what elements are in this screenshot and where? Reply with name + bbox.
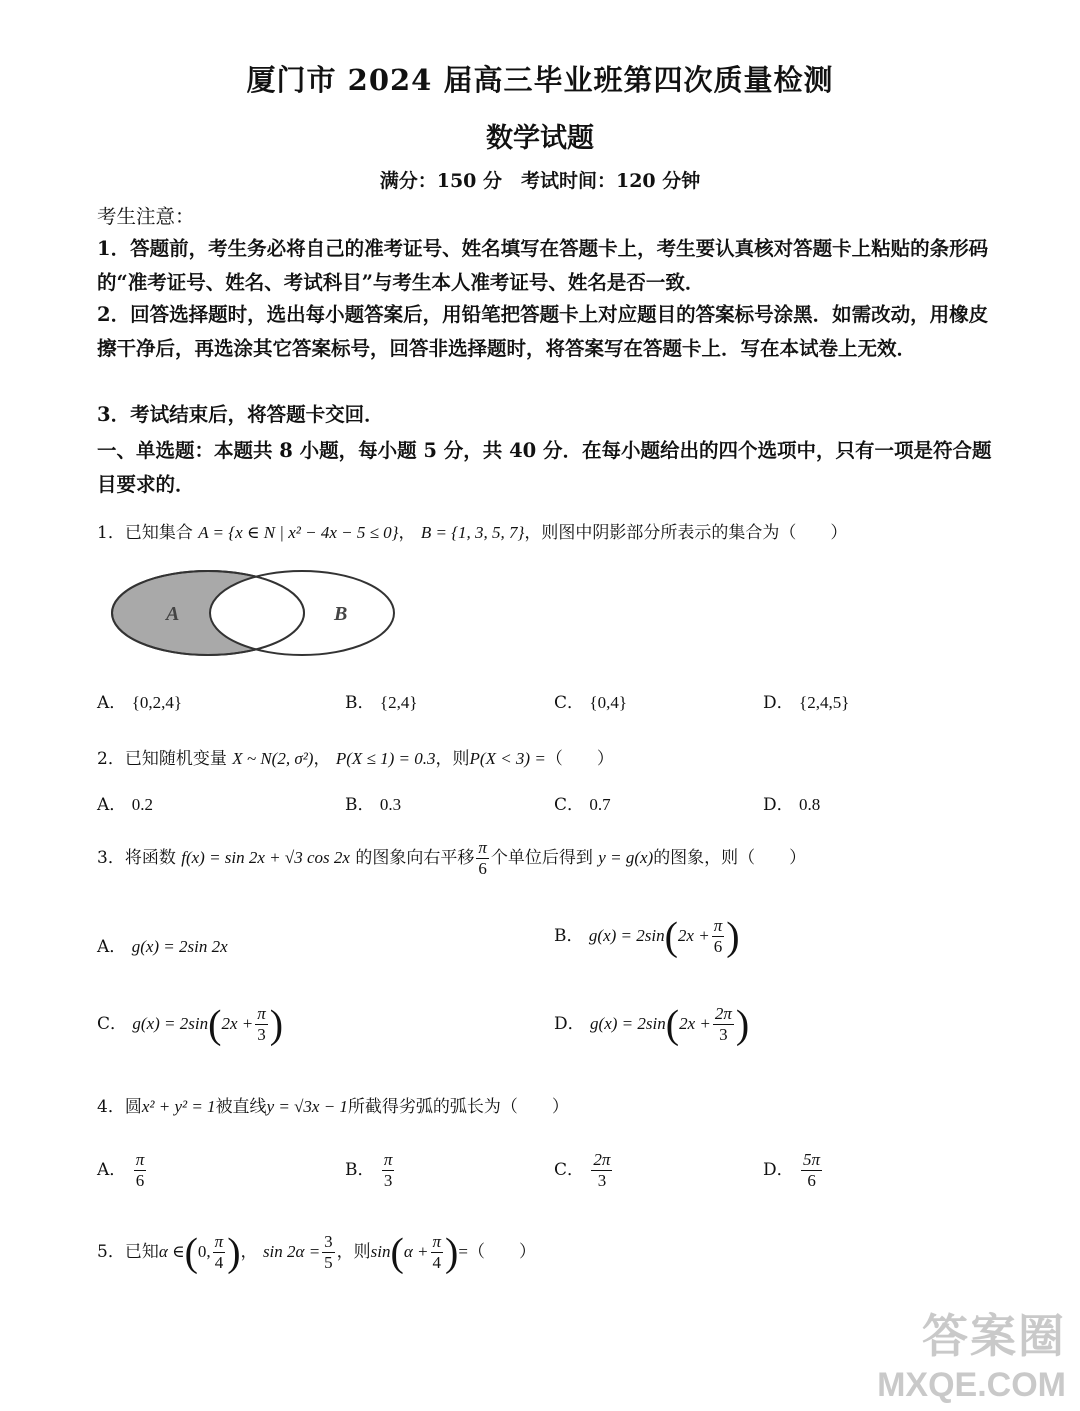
q4-option-b: B． $\frac{\pi}{3}$: [345, 1150, 393, 1190]
shift-fraction: $\frac{\pi}{6}$: [478, 838, 487, 878]
line-equation: y = √3x − 1: [266, 1097, 348, 1116]
watermark-logo-text: 答案圈: [922, 1309, 1066, 1363]
watermark: [877, 1300, 1066, 1405]
q4-option-d: D． $\frac{5\pi}{6}$: [763, 1150, 821, 1190]
question-4: 4．圆x² + y² = 1被直线y = √3x − 1所截得劣弧的弧长为（ ）: [97, 1097, 569, 1117]
question-2: 2．已知随机变量 X ~ N(2, σ²)， P(X ≤ 1) = 0.3，则P(X < 3) =（ ）: [97, 749, 614, 769]
q3-option-a: A． g(x) = 2sin 2x: [97, 937, 228, 957]
q4-option-a: A． $\frac{\pi}{6}$: [97, 1150, 145, 1190]
notice-item-3: 3．考试结束后，将答题卡交回．: [97, 403, 384, 426]
venn-label-a: A: [166, 603, 180, 625]
g-function: y = g(x): [598, 848, 654, 867]
q3-option-d: D． g(x) = 2sin(2x + $\frac{2\pi}{3}$ ): [554, 1001, 750, 1047]
q2-option-b: B． 0.3: [345, 795, 402, 815]
question-5: 5．已知α ∈(0, $\frac{\pi}{4}$ )， sin 2α = $\frac{3}{5}$ ，则sin(α + $\frac{\pi}{4}$ )=（ ）: [97, 1229, 536, 1275]
distribution-expression: X ~ N(2, σ²): [232, 749, 314, 768]
circle-equation: x² + y² = 1: [141, 1097, 216, 1116]
section-heading: 一、单选题：本题共 8 小题，每小题 5 分，共 40 分．在每小题给出的四个选项中，只有一项是符合题目要求的．: [97, 439, 992, 496]
notice-item-1: 1．答题前，考生务必将自己的准考证号、姓名填写在答题卡上，考生要认真核对答题卡上粘贴的条形码的“准考证号、姓名、考试科目”与考生本人准考证号、姓名是否一致．: [97, 237, 989, 294]
question-3: 3．将函数 f(x) = sin 2x + √3 cos 2x 的图象向右平移 $\frac{\pi}{6}$ 个单位后得到 y = g(x)的图象，则（ ）: [97, 838, 807, 878]
q1-option-a: A． {0,2,4}: [97, 693, 183, 713]
exam-meta: 满分：150 分 考试时间：120 分钟: [379, 170, 701, 192]
exam-title: 厦门市 2024 届高三毕业班第四次质量检测: [246, 63, 834, 97]
q2-option-d: D． 0.8: [763, 795, 821, 815]
q1-option-c: C． {0,4}: [554, 693, 627, 713]
notice-heading: 考生注意：: [97, 205, 195, 228]
function-expression: f(x) = sin 2x + √3 cos 2x: [181, 848, 350, 867]
question-number: 1．: [97, 523, 125, 543]
q1-option-b: B． {2,4}: [345, 693, 418, 713]
set-b-expression: B = {1, 3, 5, 7}: [420, 523, 525, 542]
probability-question: P(X < 3) =: [469, 749, 546, 768]
watermark-url: MXQE.COM: [877, 1366, 1066, 1404]
question-1: [97, 518, 847, 543]
q1-option-d: D． {2,4,5}: [763, 693, 850, 713]
q4-option-c: C． $\frac{2\pi}{3}$: [554, 1150, 611, 1190]
q2-option-c: C． 0.7: [554, 795, 611, 815]
set-a-expression: A = {x ∈ N | x² − 4x − 5 ≤ 0}: [198, 523, 399, 542]
q3-option-c: C． g(x) = 2sin(2x + $\frac{\pi}{3}$ ): [97, 1001, 284, 1047]
venn-label-b: B: [334, 603, 348, 625]
q3-option-b: B． g(x) = 2sin(2x + $\frac{\pi}{6}$ ): [554, 913, 740, 959]
separator: ，: [398, 523, 416, 543]
subject-title: 数学试题: [486, 123, 594, 154]
question-text: ，则图中阴影部分所表示的集合为（ ）: [524, 523, 848, 543]
notice-item-2: 2．回答选择题时，选出每小题答案后，用铅笔把答题卡上对应题目的答案标号涂黑．如需改动，用橡皮擦干净后，再选涂其它答案标号，回答非选择题时，将答案写在答题卡上．写在本试卷上无效．: [97, 303, 989, 360]
q2-option-a: A． 0.2: [97, 795, 153, 815]
venn-diagram: [108, 568, 400, 660]
question-text: 已知集合: [124, 523, 193, 543]
probability-condition: P(X ≤ 1) = 0.3: [335, 749, 436, 768]
